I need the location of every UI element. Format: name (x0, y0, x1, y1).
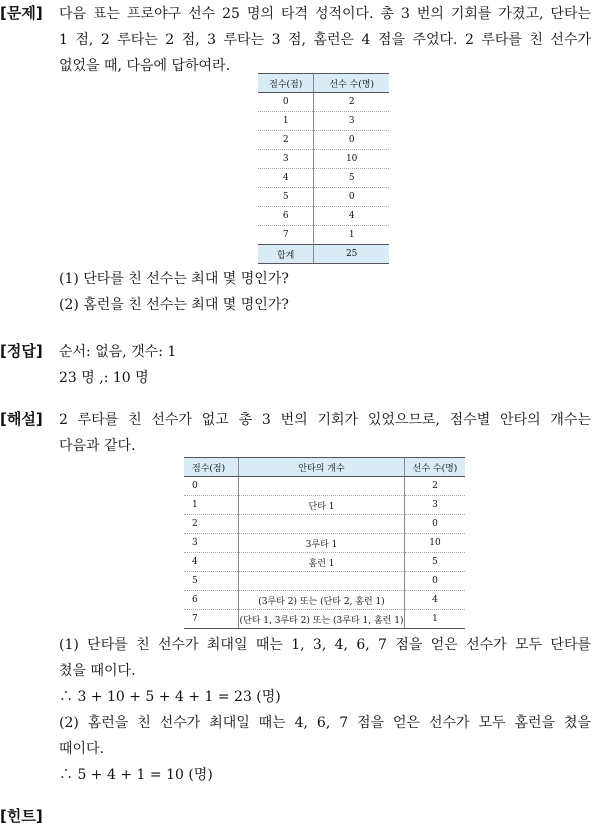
cell: 7 (258, 226, 314, 245)
cell: 10 (314, 150, 389, 169)
question-1: (1) 단타를 친 선수는 최대 몇 명인가? (59, 271, 289, 287)
cell: 홈런 1 (239, 553, 405, 572)
cell: 1 (258, 112, 314, 131)
cell: 0 (314, 188, 389, 207)
cell: 1 (184, 496, 239, 515)
header-players: 선수 수(명) (405, 458, 466, 477)
cell: 0 (258, 93, 314, 112)
table-row (258, 131, 389, 150)
cell: 4 (184, 553, 239, 572)
cell (239, 477, 405, 496)
question-2: (2) 홈런을 친 선수는 최대 몇 명인가? (59, 297, 289, 313)
cell: 6 (184, 591, 239, 610)
table-row (184, 477, 465, 496)
cell: 0 (314, 131, 389, 150)
table-row (258, 207, 389, 226)
cell: 3 (184, 534, 239, 553)
explanation-line-1: 2 루타를 친 선수가 없고 총 3 번의 기회가 있었으므로, 점수별 안타의 개수는 (59, 412, 591, 428)
cell: 2 (184, 515, 239, 534)
cell: 3 (258, 150, 314, 169)
cell: 5 (184, 572, 239, 591)
cell: 0 (405, 572, 466, 591)
table-row (258, 169, 389, 188)
table-row (184, 534, 465, 553)
cell: 2 (258, 131, 314, 150)
cell: 5 (405, 553, 466, 572)
hint-tag: [힌트] (0, 807, 43, 825)
total-label: 합계 (258, 245, 314, 264)
table-row (258, 150, 389, 169)
cell: 6 (258, 207, 314, 226)
table-row (184, 591, 465, 610)
header-hits: 안타의 개수 (239, 458, 405, 477)
solution-2-calc: ∴ 5 + 4 + 1 = 10 (명) (59, 767, 213, 783)
solution-1-calc: ∴ 3 + 10 + 5 + 4 + 1 = 23 (명) (59, 689, 281, 705)
cell: 2 (405, 477, 466, 496)
table-header-row (184, 458, 465, 477)
table-row (184, 610, 465, 629)
table-header-row (258, 74, 389, 93)
table-row (258, 112, 389, 131)
answer-order: 순서: 없음, 갯수: 1 (59, 344, 177, 360)
cell (239, 515, 405, 534)
total-value: 25 (314, 245, 389, 264)
cell: 7 (184, 610, 239, 629)
cell: 1 (405, 610, 466, 629)
hits-table (184, 457, 465, 629)
header-players: 선수 수(명) (314, 74, 389, 93)
solution-1-line-2: 쳤을 때이다. (59, 663, 136, 679)
problem-tag: [문제] (0, 4, 43, 22)
cell: 5 (258, 188, 314, 207)
cell: 1 (314, 226, 389, 245)
table-row (258, 226, 389, 245)
table-row (258, 188, 389, 207)
cell: 3루타 1 (239, 534, 405, 553)
table-row (184, 572, 465, 591)
explanation-line-2: 다음과 같다. (59, 438, 136, 454)
answer-tag: [정답] (0, 342, 43, 360)
cell (239, 572, 405, 591)
solution-2-line-1: (2) 홈런을 친 선수가 최대일 때는 4, 6, 7 점을 얻은 선수가 모두 홈런을 쳤을 (59, 715, 591, 731)
score-table (258, 73, 389, 264)
table-row (258, 93, 389, 112)
cell: 2 (314, 93, 389, 112)
cell: (3루타 2) 또는 (단타 2, 홈런 1) (239, 591, 405, 610)
header-score: 점수(점) (258, 74, 314, 93)
table-total-row (258, 245, 389, 264)
problem-line-1: 다음 표는 프로야구 선수 25 명의 타격 성적이다. 총 3 번의 기회를 가졌고, 단타는 (59, 6, 591, 22)
cell: 4 (405, 591, 466, 610)
cell: 5 (314, 169, 389, 188)
solution-2-line-2: 때이다. (59, 741, 105, 757)
cell: 4 (258, 169, 314, 188)
problem-line-3: 없었을 때, 다음에 답하여라. (59, 58, 231, 74)
answer-value: 23 명 ,: 10 명 (59, 370, 149, 386)
header-score: 점수(점) (184, 458, 239, 477)
problem-line-2: 1 점, 2 루타는 2 점, 3 루타는 3 점, 홈런은 4 점을 주었다. 2 루타를 친 선수가 (59, 32, 591, 48)
cell: 0 (184, 477, 239, 496)
cell: 3 (405, 496, 466, 515)
cell: 4 (314, 207, 389, 226)
cell: 3 (314, 112, 389, 131)
cell: (단타 1, 3루타 2) 또는 (3루타 1, 홈런 1) (239, 610, 405, 629)
table-row (184, 496, 465, 515)
solution-1-line-1: (1) 단타를 친 선수가 최대일 때는 1, 3, 4, 6, 7 점을 얻은 선수가 모두 단타를 (59, 637, 591, 653)
table-row (184, 553, 465, 572)
cell: 0 (405, 515, 466, 534)
cell: 10 (405, 534, 466, 553)
table-row (184, 515, 465, 534)
cell: 단타 1 (239, 496, 405, 515)
explanation-tag: [해설] (0, 410, 43, 428)
